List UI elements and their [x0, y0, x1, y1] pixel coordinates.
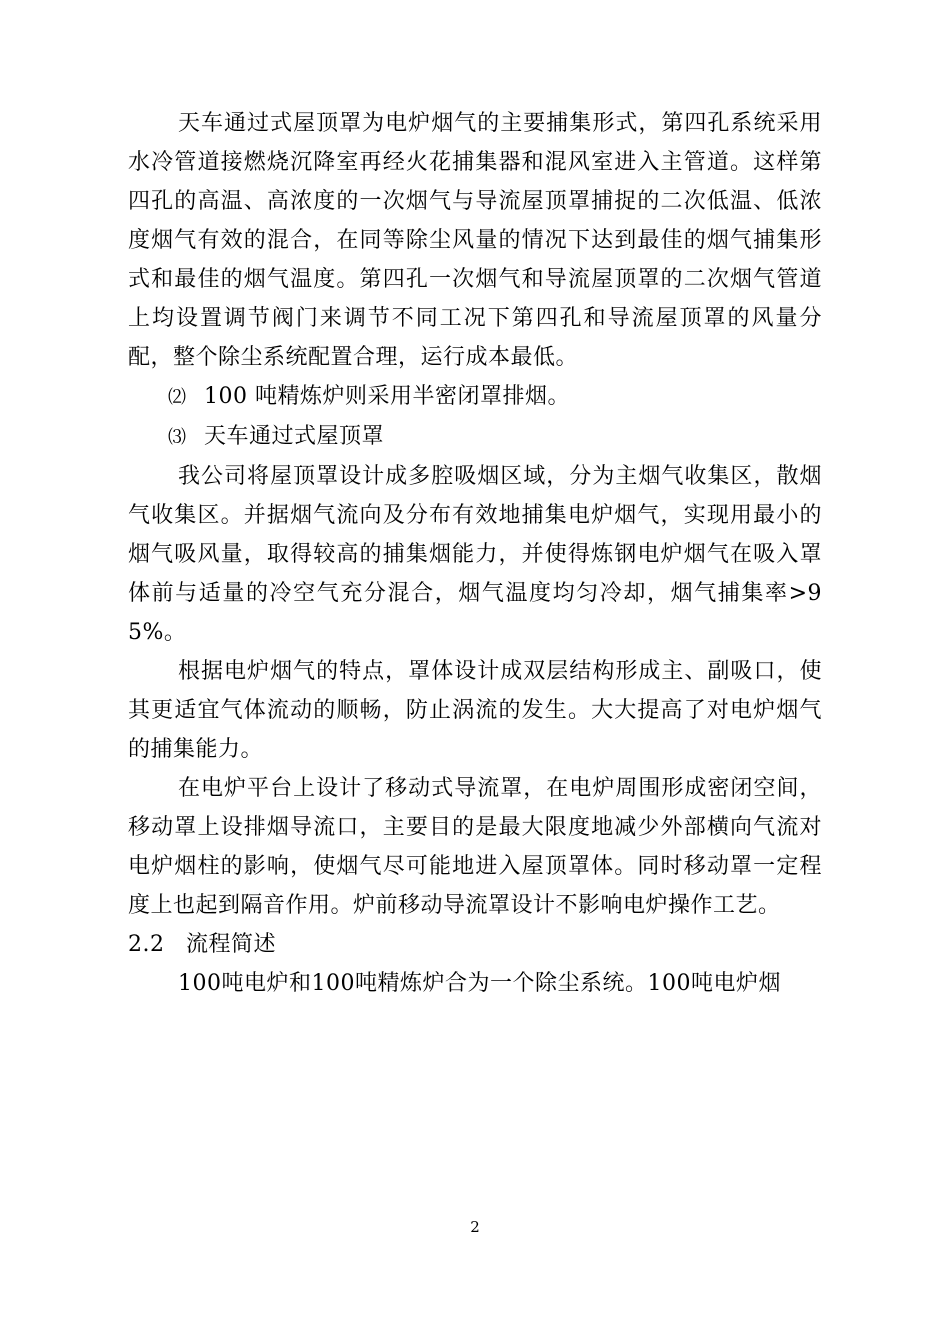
page-number: 2	[470, 1218, 480, 1236]
list-item-text: 100 吨精炼炉则采用半密闭罩排烟。	[204, 384, 570, 409]
list-item-number: ⑶	[168, 427, 187, 448]
paragraph-multi-chamber: 我公司将屋顶罩设计成多腔吸烟区域，分为主烟气收集区，散烟气收集区。并据烟气流向及分布有效地捕集电炉烟气，实现用最小的烟气吸风量，取得较高的捕集烟能力，并使得炼钢电炉烟气在吸入罩体前与适量的冷空气充分混合，烟气温度均匀冷却，烟气捕集率>95%。	[128, 464, 822, 645]
paragraph-process-description: 100吨电炉和100吨精炼炉合为一个除尘系统。100吨电炉烟	[178, 971, 781, 996]
section-heading	[128, 925, 822, 964]
paragraph-movable-hood: 在电炉平台上设计了移动式导流罩，在电炉周围形成密闭空间，移动罩上设排烟导流口，主要目的是最大限度地减少外部横向气流对电炉烟柱的影响，使烟气尽可能地进入屋顶罩体。同时移动罩一定程度上也起到隔音作用。炉前移动导流罩设计不影响电炉操作工艺。	[128, 776, 822, 918]
list-item-text: 天车通过式屋顶罩	[204, 424, 385, 449]
list-item-roof-hood	[128, 417, 822, 457]
list-item-refining-furnace	[128, 377, 822, 417]
section-title: 流程简述	[186, 932, 277, 957]
list-item-number: ⑵	[168, 387, 187, 408]
paragraph-double-layer: 根据电炉烟气的特点，罩体设计成双层结构形成主、副吸口，使其更适宜气体流动的顺畅，防止涡流的发生。大大提高了对电炉烟气的捕集能力。	[128, 659, 822, 762]
page-content	[128, 104, 822, 1003]
section-number: 2.2	[128, 932, 165, 957]
paragraph-roof-hood-main: 天车通过式屋顶罩为电炉烟气的主要捕集形式，第四孔系统采用水冷管道接燃烧沉降室再经火花捕集器和混风室进入主管道。这样第四孔的高温、高浓度的一次烟气与导流屋顶罩捕捉的二次低温、低浓度烟气有效的混合，在同等除尘风量的情况下达到最佳的烟气捕集形式和最佳的烟气温度。第四孔一次烟气和导流屋顶罩的二次烟气管道上均设置调节阀门来调节不同工况下第四孔和导流屋顶罩的风量分配，整个除尘系统配置合理，运行成本最低。	[128, 111, 822, 370]
